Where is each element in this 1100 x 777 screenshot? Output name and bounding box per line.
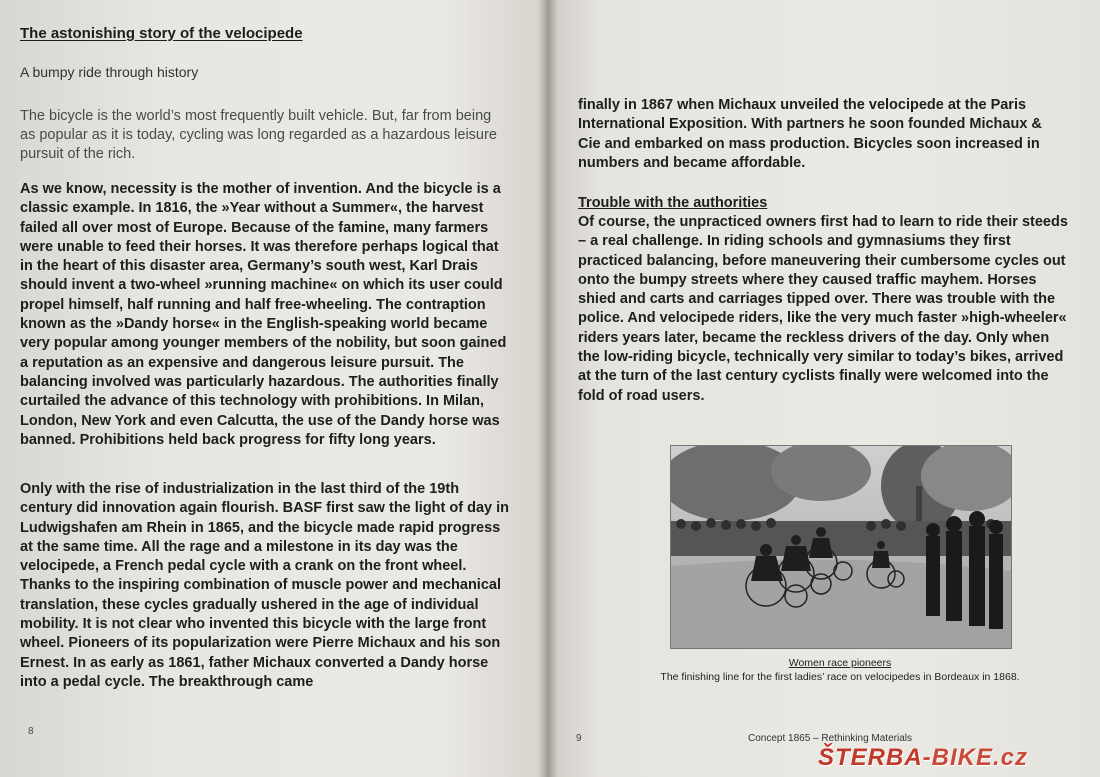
- article-subtitle: A bumpy ride through history: [20, 64, 199, 80]
- article-title: The astonishing story of the velocipede: [20, 25, 303, 42]
- page-number-left: 8: [28, 726, 34, 737]
- right-page: [548, 0, 1100, 777]
- body-paragraph-continued: finally in 1867 when Michaux unveiled the velocipede at the Paris International Exposition. With partners he soon founded Michaux & Cie and embarked on mass production. Bicycles soon increased in numbers and became affordable.: [578, 97, 1042, 171]
- watermark-suffix: -BIKE.cz: [922, 744, 1029, 771]
- engraving-image: [671, 446, 1011, 648]
- section-paragraph: Of course, the unpracticed owners first had to learn to ride their steeds – a real challenge. In riding schools and gymnasiums they first practiced balancing, before maneuvering their cumbersome cycles out onto the bumpy streets where they caused traffic mayhem. Horses shied and carts and carriages tipped over. There was trouble with the police. And velocipede riders, like the very much faster »high-wheeler« riders years later, became the reckless drivers of the day. Only when the low-riding bicycle, technically very similar to today’s bikes, arrived at the turn of the last century cyclists finally were welcomed into the fold of road users.: [578, 214, 1068, 404]
- body-paragraph-2: Only with the rise of industrialization in the last third of the 19th century did innovation again flourish. BASF first saw the light of day in Ludwigshafen am Rhein in 1865, and the bicycle made rapid progress at the same time. All the rage and a milestone in its day was the velocipede, a French pedal cycle with a crank on the front wheel. Thanks to the inspiring combination of muscle power and mechanical translation, these cycles gradually ushered in the age of individual mobility. It is not clear who invented this bicycle with the large front wheel. Pioneers of its popularization were Pierre Michaux and his son Ernest. In as early as 1861, father Michaux converted a Dandy horse into a pedal cycle. The breakthrough came: [20, 481, 510, 690]
- intro-paragraph: The bicycle is the world’s most frequently built vehicle. But, far from being as popular as it is today, cycling was long regarded as a hazardous leisure pursuit of the rich.: [20, 108, 497, 162]
- footer-text: Concept 1865 – Rethinking Materials: [748, 733, 912, 744]
- watermark-brand: ŠTERBA: [818, 744, 923, 771]
- caption-text: The finishing line for the first ladies’ race on velocipedes in Bordeaux in 1868.: [660, 671, 1020, 683]
- section-heading: Trouble with the authorities: [578, 195, 768, 211]
- page-number-right: 9: [576, 733, 582, 744]
- left-page: [0, 0, 548, 777]
- book-gutter: [538, 0, 558, 777]
- site-watermark: [818, 744, 1028, 772]
- caption-title: Women race pioneers: [788, 657, 892, 669]
- race-illustration: [670, 445, 1012, 649]
- body-paragraph-1: As we know, necessity is the mother of invention. And the bicycle is a classic example. In 1816, the »Year without a Summer«, the harvest failed all over most of Europe. Because of the famine, many farmers were unable to feed their horses. It was therefore perhaps logical that in the heart of this disaster area, Germany’s south west, Karl Drais should invent a two-wheel »running machine« on which its user could propel himself, half running and half free-wheeling. The contraption known as the »Dandy horse« in the English-speaking world became very popular among younger members of the nobility, but soon gained a reputation as an expensive and dangerous leisure pursuit. The balancing involved was particularly hazardous. The authorities finally curtailed the advance of this technology with prohibitions. In Milan, London, New York and even Calcutta, the use of the Dandy horse was banned. Prohibitions held back progress for fifty long years.: [20, 181, 507, 448]
